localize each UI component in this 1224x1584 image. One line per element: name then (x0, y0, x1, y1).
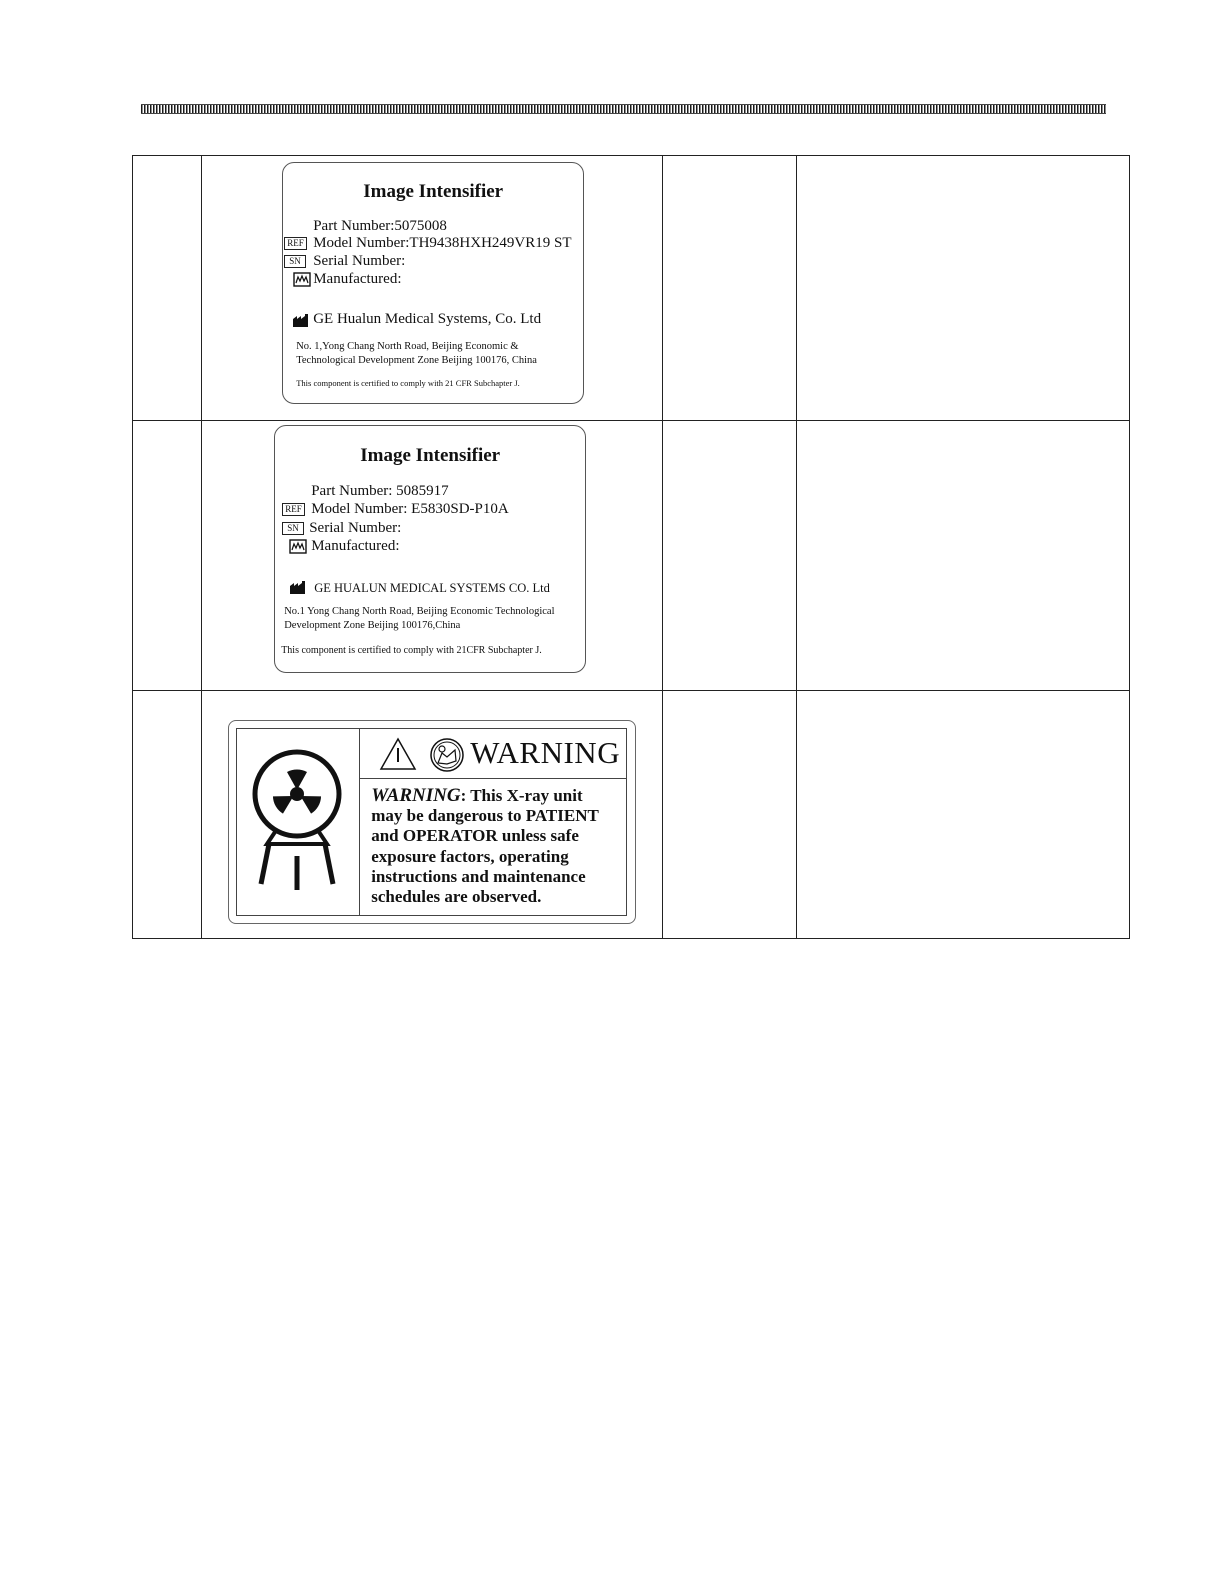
ref-tag: REF (282, 503, 305, 516)
certification-text: This component is certified to comply with 21CFR Subchapter J. (281, 645, 542, 656)
ref-tag: REF (284, 237, 307, 250)
address-line: Development Zone Beijing 100176,China (284, 620, 461, 631)
empty-cell (662, 421, 796, 691)
address-line: No.1 Yong Chang North Road, Beijing Economic Technological (284, 606, 555, 617)
sn-tag: SN (284, 255, 306, 268)
part-number: Part Number:5075008 (313, 218, 447, 234)
manufacturer-icon (289, 580, 307, 595)
address-line: No. 1,Yong Chang North Road, Beijing Economic & (296, 341, 519, 352)
table-row (133, 691, 1130, 939)
warning-line: instructions and maintenance (371, 866, 586, 886)
label-image-cell (202, 421, 662, 691)
index-cell (133, 156, 202, 421)
sn-tag: SN (282, 522, 304, 535)
warning-lead: WARNING (371, 785, 461, 806)
label-title: Image Intensifier (363, 181, 504, 202)
model-number: Model Number: E5830SD-P10A (311, 501, 509, 517)
table-row (133, 156, 1130, 421)
manufacturer-name: GE Hualun Medical Systems, Co. Ltd (313, 311, 542, 327)
empty-cell (662, 691, 796, 939)
empty-cell (796, 156, 1129, 421)
image-intensifier-label (274, 425, 586, 673)
table-row (133, 421, 1130, 691)
image-intensifier-label (282, 162, 584, 404)
warning-line: : This X-ray unit (460, 786, 583, 805)
divider (359, 729, 360, 915)
model-number: Model Number:TH9438HXH249VR19 ST (313, 235, 572, 251)
warning-line: exposure factors, operating (371, 846, 569, 866)
manufacturer-address (296, 340, 537, 368)
manufacturer-name: GE HUALUN MEDICAL SYSTEMS CO. Ltd (314, 581, 550, 595)
manufactured: Manufactured: (311, 538, 400, 554)
serial-number: Serial Number: (313, 253, 406, 269)
manufacture-date-icon (289, 539, 307, 554)
manufactured: Manufactured: (313, 271, 402, 287)
radiation-source-icon (251, 744, 347, 904)
manufacturer-address (284, 605, 554, 633)
warning-title: WARNING (470, 735, 621, 770)
warning-line: and OPERATOR unless safe (371, 826, 579, 846)
manufacturer-icon (292, 313, 310, 328)
consult-manual-icon (429, 737, 465, 773)
xray-warning-label (228, 720, 636, 924)
index-cell (133, 691, 202, 939)
caution-triangle-icon (379, 737, 417, 771)
warning-message (371, 786, 621, 907)
address-line: Technological Development Zone Beijing 100176, China (296, 355, 537, 366)
label-image-cell (202, 156, 662, 421)
label-image-cell (202, 691, 662, 939)
manufacture-date-icon (293, 272, 311, 287)
index-cell (133, 421, 202, 691)
warning-line: may be dangerous to PATIENT (371, 806, 599, 826)
empty-cell (796, 421, 1129, 691)
labels-table (132, 155, 1130, 939)
warning-line: schedules are observed. (371, 887, 542, 907)
empty-cell (662, 156, 796, 421)
divider (359, 778, 626, 779)
certification-text: This component is certified to comply with 21 CFR Subchapter J. (296, 378, 520, 388)
serial-number: Serial Number: (309, 520, 402, 536)
header-rule (141, 104, 1106, 114)
empty-cell (796, 691, 1129, 939)
part-number: Part Number: 5085917 (311, 483, 449, 499)
label-title: Image Intensifier (360, 445, 501, 466)
